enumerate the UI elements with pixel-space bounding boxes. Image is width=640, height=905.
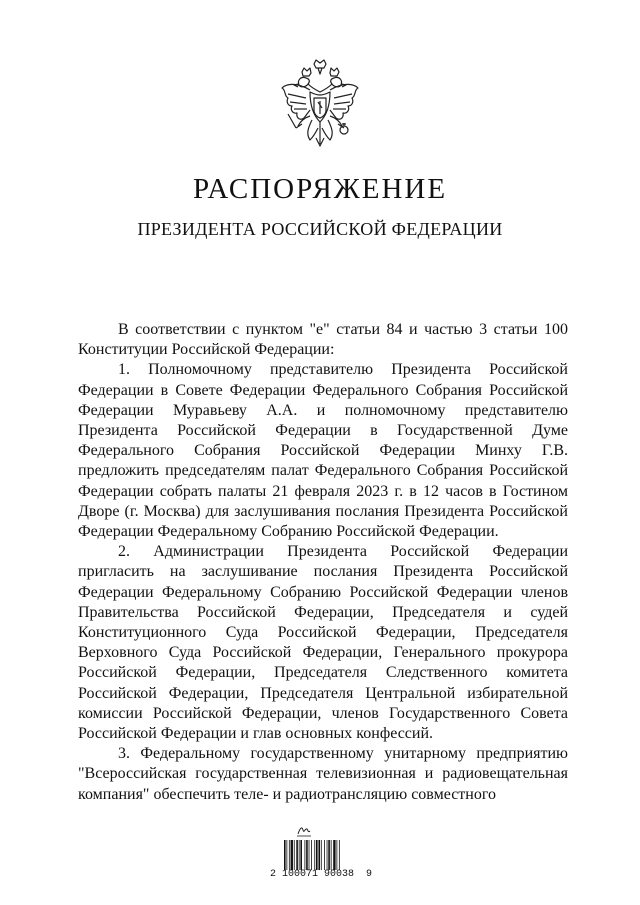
coat-of-arms-icon: [276, 58, 364, 156]
document-subtitle: ПРЕЗИДЕНТА РОССИЙСКОЙ ФЕДЕРАЦИИ: [137, 219, 503, 239]
barcode-number: 2 100071 90038 9: [270, 869, 373, 880]
document-title: РАСПОРЯЖЕНИЕ: [192, 173, 448, 205]
paragraph-2: 2. Администрации Президента Российской Федерации пригласить на заслушивание послания Президента Российской Федерации Федеральному Собранию Российской Федерации членов Правительства Российской Федерации, Председателя и судей Конституционного Суда Российской Федерации, Председателя Верховного Суда Российской Федерации, Генерального прокурора Российской Федерации, Председателя Следственного комитета Российской Федерации, Председателя Центральной избирательной комиссии Российской Федерации, членов Государственного Совета Российской Федерации и глав основных конфессий.: [78, 543, 568, 743]
paragraph-1: 1. Полномочному представителю Президента Российской Федерации в Совете Федерации Федерального Собрания Российской Федерации Муравьеву А.А. и полномочному представителю Президента Российской Федерации в Государственной Думе Федерального Собрания Российской Федерации Минху Г.В. предложить председателям палат Федерального Собрания Российской Федерации собрать палаты 21 февраля 2023 г. в 12 часов в Гостином Дворе (г. Москва) для заслушивания послания Президента Российской Федерации Федеральному Собранию Российской Федерации.: [78, 361, 568, 541]
barcode-icon: [283, 840, 359, 870]
handwritten-mark-icon: [296, 824, 312, 838]
document-body: [78, 320, 568, 805]
paragraph-3: 3. Федеральному государственному унитарному предприятию "Всероссийская государственная телевизионная и радиовещательная компания" обеспечить теле- и радиотрансляцию совместного: [78, 745, 568, 803]
preamble-paragraph: В соответствии с пунктом "е" статьи 84 и частью 3 статьи 100 Конституции Российской Федерации:: [78, 321, 568, 359]
